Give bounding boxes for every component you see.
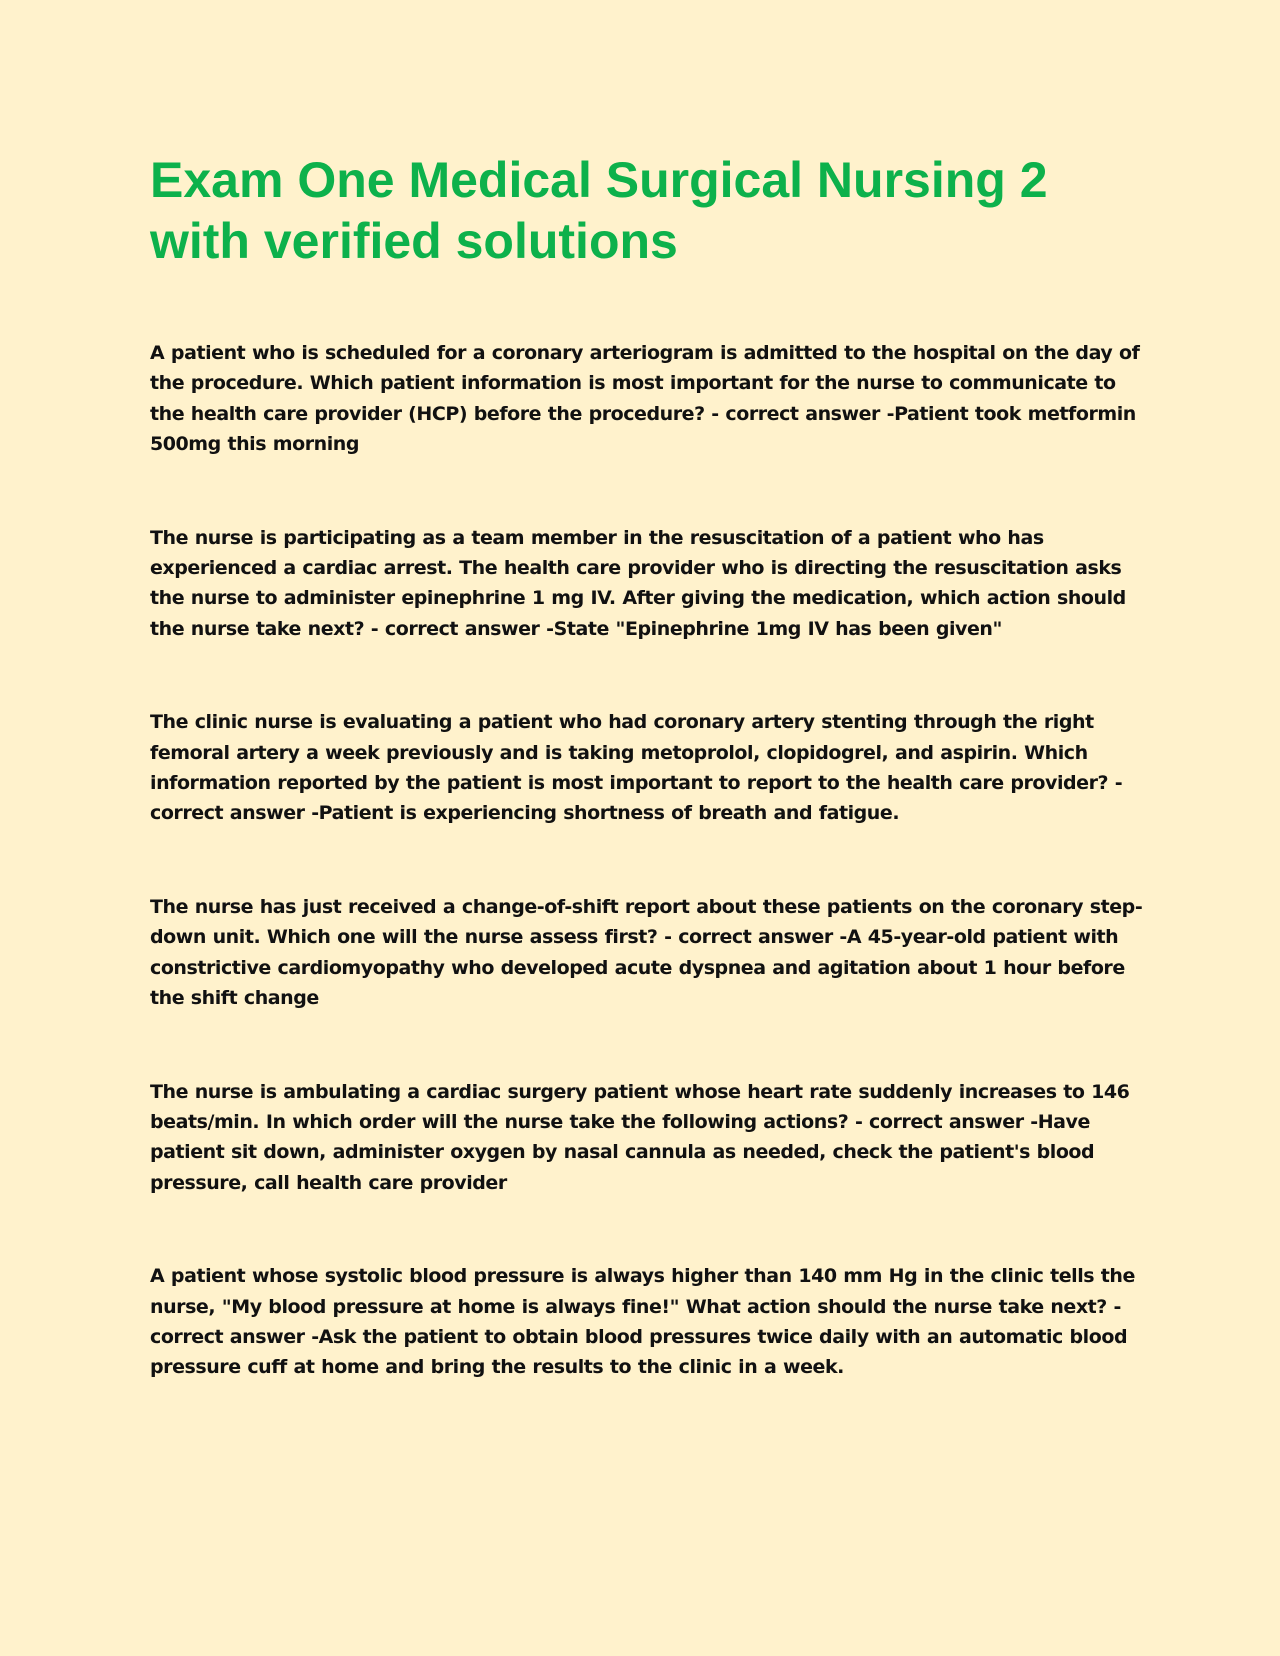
qa-item: The nurse has just received a change-of-shift report about these patients on the coronary step-down unit. Which one will the nurse assess first? - correct answer -A 45-year-old patient with constrictive cardiomyopathy who developed acute dyspnea and agitation about 1 hour before the shift change: [150, 895, 1143, 1010]
qa-item: The nurse is ambulating a cardiac surgery patient whose heart rate suddenly increases to 146 beats/min. In which order will the nurse take the following actions? - correct answer -Have patient sit down, administer oxygen by nasal cannula as needed, check the patient's blood pressure, call health care provider: [150, 1080, 1130, 1194]
qa-item: The nurse is participating as a team member in the resuscitation of a patient who has experienced a cardiac arrest. The health care provider who is directing the resuscitation asks the nurse to administer epinephrine 1 mg IV. After giving the medication, which action should the nurse take next? - correct answer -State "Epinephrine 1mg IV has been given": [150, 526, 1126, 640]
qa-list: [150, 338, 1150, 1446]
page-title: Exam One Medical Surgical Nursing 2 with verified solutions: [150, 152, 1048, 269]
qa-item: A patient who is scheduled for a coronary arteriogram is admitted to the hospital on the day of the procedure. Which patient information is most important for the nurse to communicate to the health care provider (HCP) before the procedure? - correct answer -Patient took metformin 500mg this morning: [150, 342, 1140, 456]
qa-item: The clinic nurse is evaluating a patient who had coronary artery stenting through the right femoral artery a week previously and is taking metoprolol, clopidogrel, and aspirin. Which information reported by the patient is most important to report to the health care provider? - correct answer -Patient is experiencing shortness of breath and fatigue.: [150, 711, 1123, 825]
qa-item: A patient whose systolic blood pressure is always higher than 140 mm Hg in the clinic tells the nurse, "My blood pressure at home is always fine!" What action should the nurse take next? - correct answer -Ask the patient to obtain blood pressures twice daily with an automatic blood pressure cuff at home and bring the results to the clinic in a week.: [150, 1265, 1135, 1379]
